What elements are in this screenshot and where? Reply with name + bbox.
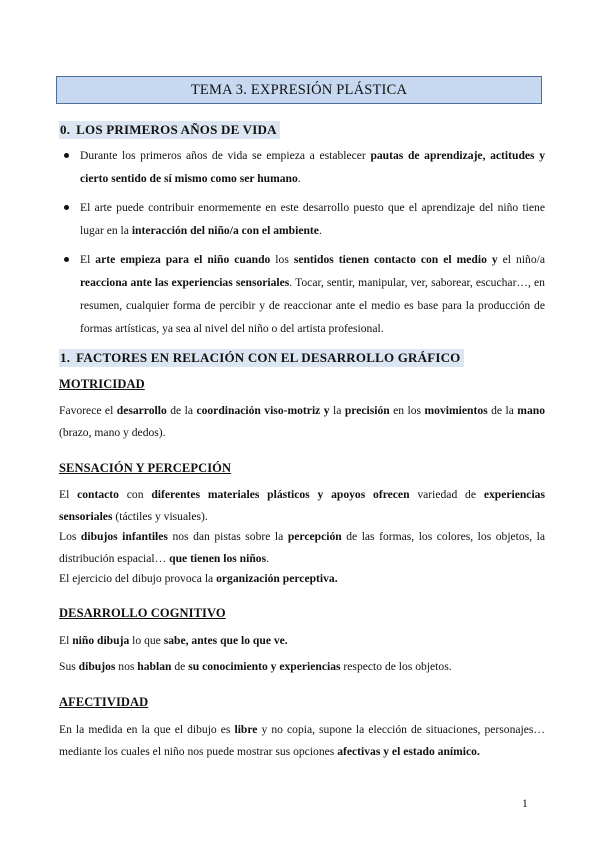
cognitivo-heading: DESARROLLO COGNITIVO: [59, 606, 226, 620]
section-1-title: FACTORES EN RELACIÓN CON EL DESARROLLO GRÁFICO: [76, 350, 461, 365]
sensacion-paragraph-1: El contacto con diferentes materiales plásticos y apoyos ofrecen variedad de experiencias sensoriales (táctiles y visuales).: [59, 488, 545, 523]
bullet-item: El arte empieza para el niño cuando los sentidos tienen contacto con el medio y el niño/a reacciona ante las experiencias sensoriales. Tocar, sentir, manipular, ver, saborear, escuchar…, en resumen, cualquier forma de percibir y de reaccionar ante el medio es base para la producción de formas artísticas, ya sea al nivel del niño o del artista profesional.: [59, 248, 545, 340]
section-1-number: 1.: [60, 350, 71, 365]
motricidad-paragraph: Favorece el desarrollo de la coordinación viso-motriz y la precisión en los movimientos de la mano (brazo, mano y dedos).: [59, 404, 545, 439]
section-0-heading: [59, 121, 280, 139]
bullet-item: El arte puede contribuir enormemente en este desarrollo puesto que el aprendizaje del niño tiene lugar en la interacción del niño/a con el ambiente.: [59, 196, 545, 242]
cognitivo-paragraph-1: El niño dibuja lo que sabe, antes que lo que ve.: [59, 634, 288, 647]
section-0-number: 0.: [60, 122, 71, 137]
document-title-text: TEMA 3. EXPRESIÓN PLÁSTICA: [190, 81, 408, 98]
motricidad-heading: MOTRICIDAD: [59, 377, 145, 391]
page-number: 1: [522, 798, 528, 810]
section-0-title: LOS PRIMEROS AÑOS DE VIDA: [76, 122, 277, 137]
cognitivo-paragraph-2: Sus dibujos nos hablan de su conocimiento y experiencias respecto de los objetos.: [59, 660, 452, 673]
sensacion-paragraph-3: El ejercicio del dibujo provoca la organización perceptiva.: [59, 572, 338, 585]
afectividad-heading: AFECTIVIDAD: [59, 695, 149, 709]
afectividad-paragraph: En la medida en la que el dibujo es libre y no copia, supone la elección de situaciones, personajes… mediante los cuales el niño nos puede mostrar sus opciones afectivas y el estado anímico.: [59, 723, 545, 758]
section-0-bullet-list: [59, 144, 545, 340]
section-1-heading: [59, 349, 464, 367]
document-title: [56, 76, 542, 104]
sensacion-paragraph-2: Los dibujos infantiles nos dan pistas sobre la percepción de las formas, los colores, los objetos, la distribución espacial… que tienen los niños.: [59, 530, 546, 565]
bullet-item: Durante los primeros años de vida se empieza a establecer pautas de aprendizaje, actitudes y cierto sentido de sí mismo como ser humano.: [59, 144, 545, 190]
sensacion-heading: SENSACIÓN Y PERCEPCIÓN: [59, 461, 232, 475]
